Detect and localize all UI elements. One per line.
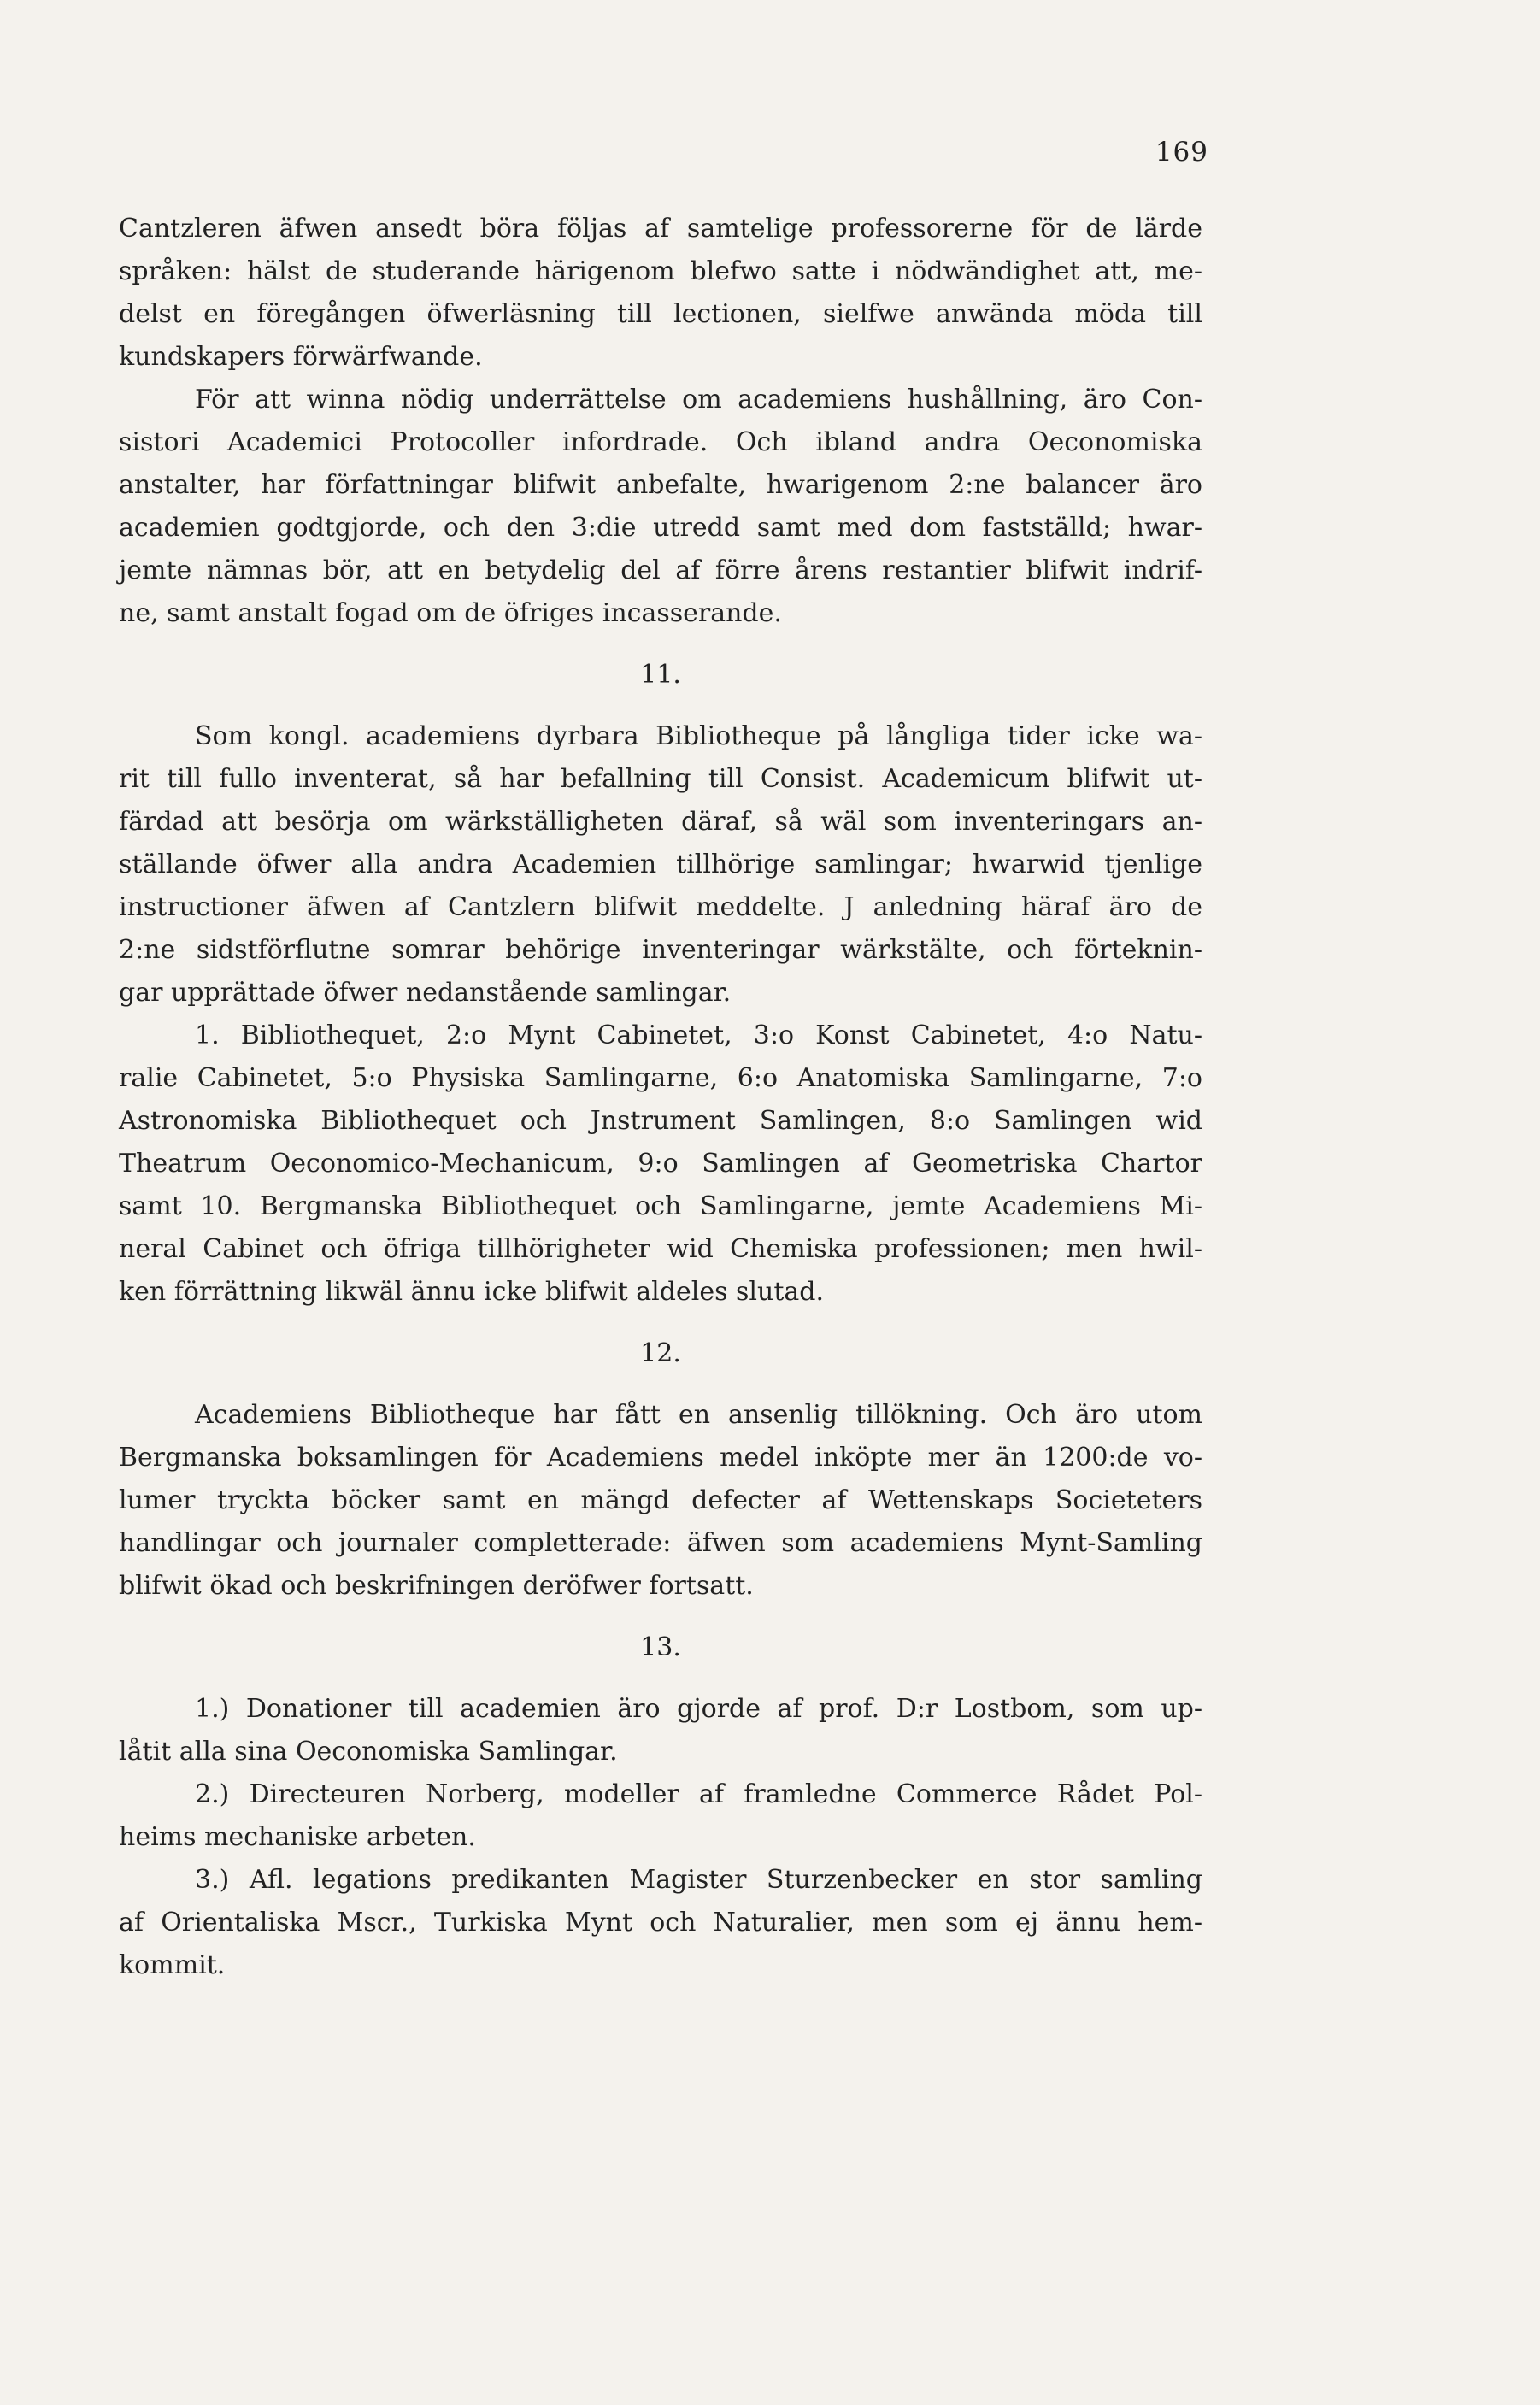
text-line: instructioner äfwen af Cantzlern blifwit meddelte. J anledning häraf äro de (119, 892, 1202, 922)
page-number: 169 (1155, 137, 1208, 168)
text-line: ken förrättning likwäl ännu icke blifwit aldeles slutad. (119, 1277, 824, 1307)
text-line: 1. Bibliothequet, 2:o Mynt Cabinetet, 3:o Konst Cabinetet, 4:o Natu- (195, 1020, 1202, 1050)
text-line: Cantzleren äfwen ansedt böra följas af samtelige professorerne för de lärde (119, 214, 1202, 244)
text-line: anstalter, har författningar blifwit anbefalte, hwarigenom 2:ne balancer äro (119, 470, 1202, 500)
paragraph (119, 1773, 1202, 1859)
text-line: 1.) Donationer till academien äro gjorde af prof. D:r Lostbom, som up- (195, 1694, 1202, 1724)
text-line: färdad att besörja om wärkställigheten däraf, så wäl som inventeringars an- (119, 807, 1202, 837)
text-line: ställande öfwer alla andra Academien tillhörige samlingar; hwarwid tjenlige (119, 850, 1202, 879)
paragraph (119, 1394, 1202, 1608)
section-number: 12. (640, 1338, 681, 1368)
text-line: 3.) Afl. legations predikanten Magister Sturzenbecker en stor samling (195, 1865, 1202, 1895)
text-line: ne, samt anstalt fogad om de öfriges incasserande. (119, 598, 782, 628)
section-number: 11. (640, 660, 681, 690)
paragraph (119, 1688, 1202, 1773)
text-line: Bergmanska boksamlingen för Academiens medel inköpte mer än 1200:de vo- (119, 1443, 1202, 1473)
text-line: kundskapers förwärfwande. (119, 342, 483, 372)
document-body (119, 208, 1202, 1987)
text-line: academien godtgjorde, och den 3:die utredd samt med dom fastställd; hwar- (119, 513, 1202, 543)
text-line: 2.) Directeuren Norberg, modeller af framledne Commerce Rådet Pol- (195, 1779, 1202, 1809)
text-line: lumer tryckta böcker samt en mängd defecter af Wettenskaps Societeters (119, 1485, 1202, 1515)
text-line: gar upprättade öfwer nedanstående samlingar. (119, 978, 732, 1008)
section-number: 13. (640, 1632, 681, 1662)
text-line: Theatrum Oeconomico-Mechanicum, 9:o Samlingen af Geometriska Chartor (119, 1149, 1202, 1179)
text-line: heims mechaniske arbeten. (119, 1822, 476, 1852)
paragraph (119, 208, 1202, 379)
text-line: neral Cabinet och öfriga tillhörigheter wid Chemiska professionen; men hwil- (119, 1234, 1202, 1264)
paragraph (119, 1014, 1202, 1314)
text-line: delst en föregången öfwerläsning till lectionen, sielfwe anwända möda till (119, 299, 1202, 329)
text-line: För att winna nödig underrättelse om academiens hushållning, äro Con- (195, 385, 1202, 415)
text-line: ralie Cabinetet, 5:o Physiska Samlingarne, 6:o Anatomiska Samlingarne, 7:o (119, 1063, 1202, 1093)
text-line: rit till fullo inventerat, så har befallning till Consist. Academicum blifwit ut- (119, 764, 1202, 794)
text-line: Astronomiska Bibliothequet och Jnstrument Samlingen, 8:o Samlingen wid (119, 1106, 1202, 1136)
text-line: af Orientaliska Mscr., Turkiska Mynt och Naturalier, men som ej ännu hem- (119, 1908, 1202, 1938)
text-line: Som kongl. academiens dyrbara Bibliotheque på långliga tider icke wa- (195, 721, 1202, 751)
text-line: blifwit ökad och beskrifningen deröfwer fortsatt. (119, 1571, 754, 1601)
text-line: Academiens Bibliotheque har fått en ansenlig tillökning. Och äro utom (195, 1400, 1202, 1430)
paragraph (119, 1859, 1202, 1987)
text-line: kommit. (119, 1950, 226, 1980)
text-line: samt 10. Bergmanska Bibliothequet och Samlingarne, jemte Academiens Mi- (119, 1191, 1202, 1221)
text-line: språken: hälst de studerande härigenom blefwo satte i nödwändighet att, me- (119, 256, 1202, 286)
paragraph (119, 715, 1202, 1014)
text-line: handlingar och journaler completterade: äfwen som academiens Mynt-Samling (119, 1528, 1202, 1558)
text-line: låtit alla sina Oeconomiska Samlingar. (119, 1737, 618, 1767)
text-line: jemte nämnas bör, att en betydelig del af förre årens restantier blifwit indrif- (119, 556, 1202, 585)
paragraph (119, 379, 1202, 635)
text-line: sistori Academici Protocoller infordrade. Och ibland andra Oeconomiska (119, 427, 1202, 457)
text-line: 2:ne sidstförflutne somrar behörige inventeringar wärkstälte, och förteknin- (119, 935, 1202, 965)
